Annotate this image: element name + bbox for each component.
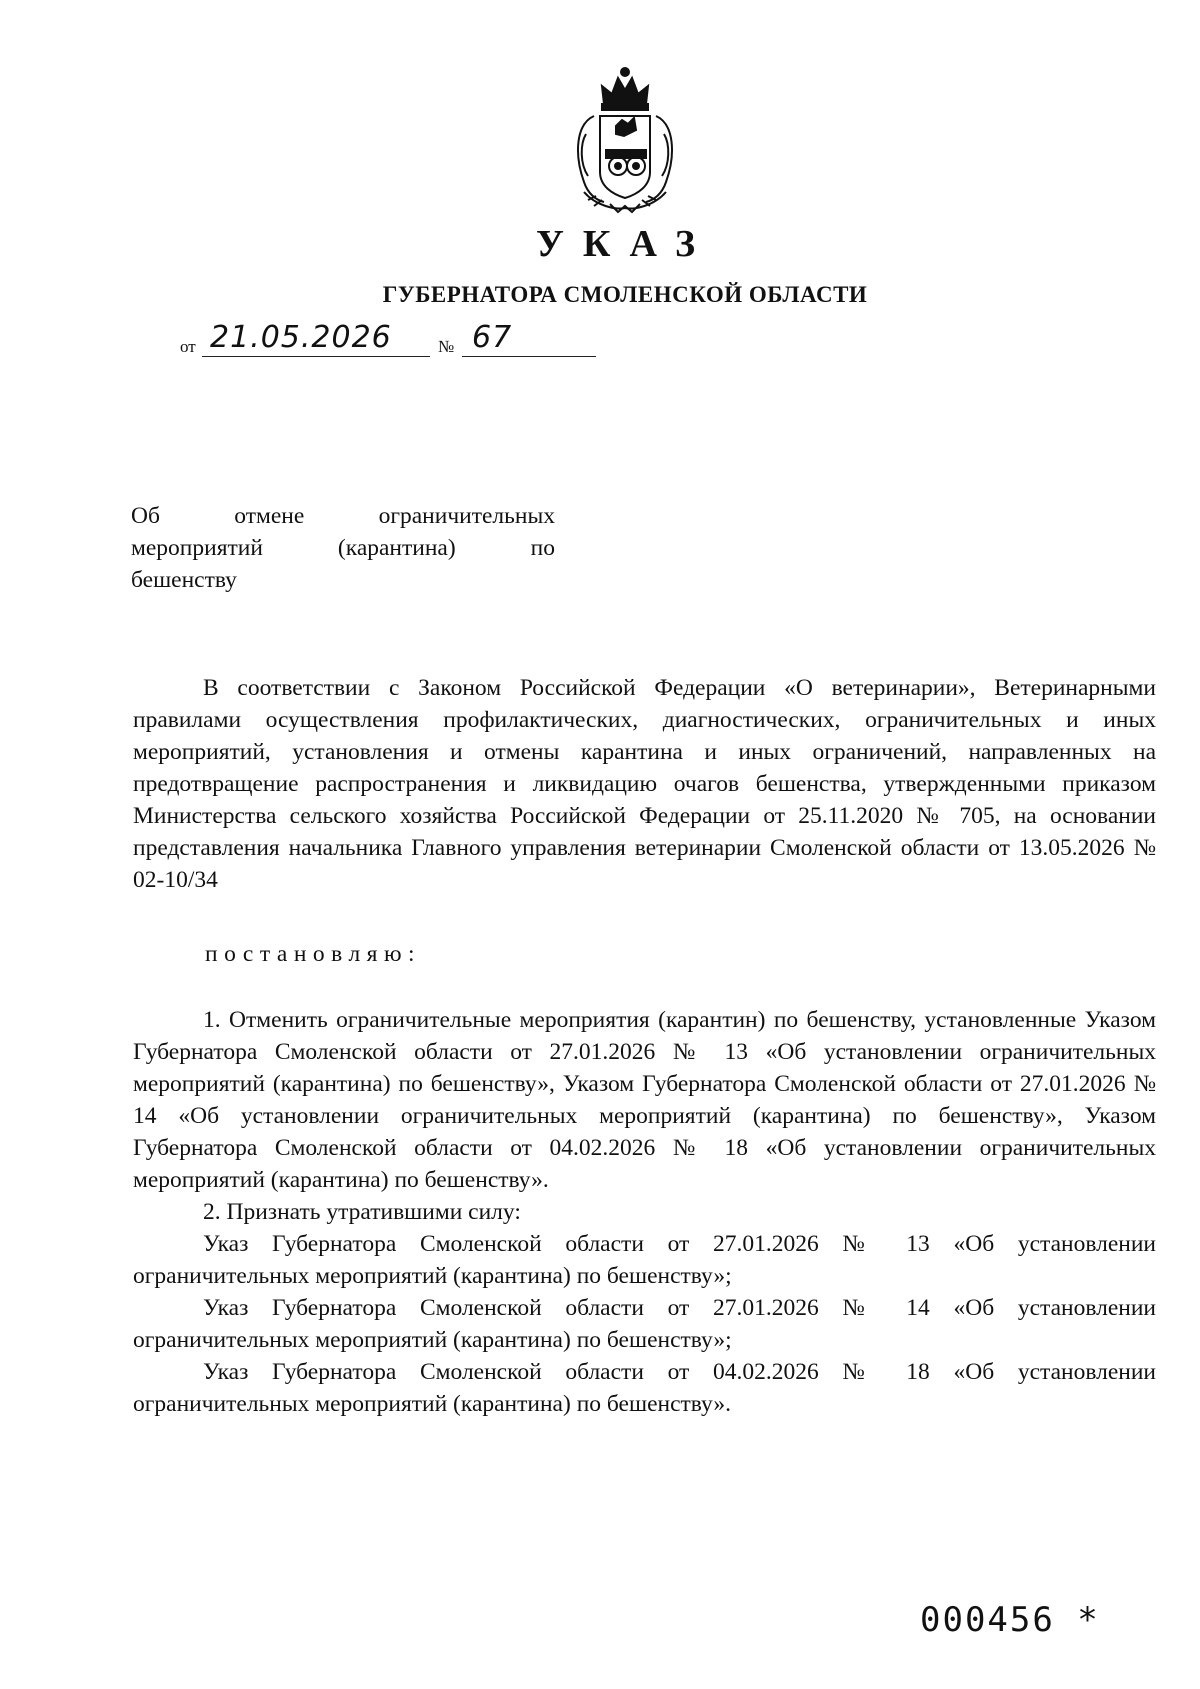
preamble-paragraph: В соответствии с Законом Российской Федерации «О ветеринарии», Ветеринарными правилами осуществления профилактических, диагностических, ограничительных и иных мероприятий, установления и отмены карантина и иных ограничений, направленных на предотвращение распространения и ликвидацию очагов бешенства, утвержденными приказом Министерства сельского хозяйства Российской Федерации от 25.11.2020 № 705, на основании представления начальника Главного управления ветеринарии Смоленской области от 13.05.2026 № 02-10/34 xyxy=(133,675,1156,893)
date-underline xyxy=(202,356,430,357)
clause-paragraph: 1. Отменить ограничительные мероприятия (карантин) по бешенству, установленные Указом Губернатора Смоленской области от 27.01.2026 № 13 «Об установлении ограничительных мероприятий (карантина) по бешенству», Указом Губернатора Смоленской области от 27.01.2026 № 14 «Об установлении ограничительных мероприятий (карантина) по бешенству», Указом Губернатора Смоленской области от 04.02.2026 № 18 «Об установлении ограничительных мероприятий (карантина) по бешенству». xyxy=(133,1007,1156,1193)
number-underline xyxy=(462,356,596,357)
subject-line: мероприятий (карантина) по xyxy=(131,535,555,561)
repealed-item: Указ Губернатора Смоленской области от 04.02.2026 № 18 «Об установлении ограничительных мероприятий (карантина) по бешенству». xyxy=(133,1359,1156,1417)
subject-line: Об отмене ограничительных xyxy=(131,503,555,529)
date-value: 21.05.2026 xyxy=(210,320,392,355)
coat-of-arms-icon xyxy=(566,64,684,214)
document-title: УКАЗ xyxy=(536,223,714,265)
document-issuer: ГУБЕРНАТОРА СМОЛЕНСКОЙ ОБЛАСТИ xyxy=(382,282,868,307)
number-prefix: № xyxy=(438,337,455,356)
decree-word: постановляю: xyxy=(205,941,422,967)
document-subject xyxy=(131,500,555,596)
date-prefix: от xyxy=(180,337,196,356)
serial-number: 000456 * xyxy=(920,1600,1100,1640)
repealed-item: Указ Губернатора Смоленской области от 27.01.2026 № 13 «Об установлении ограничительных мероприятий (карантина) по бешенству»; xyxy=(133,1231,1156,1289)
repealed-item: Указ Губернатора Смоленской области от 27.01.2026 № 14 «Об установлении ограничительных мероприятий (карантина) по бешенству»; xyxy=(133,1295,1156,1353)
document-body xyxy=(133,672,1156,1420)
number-value: 67 xyxy=(472,320,513,355)
subject-line: бешенству xyxy=(131,567,237,593)
clause-paragraph: 2. Признать утратившими силу: xyxy=(203,1199,521,1225)
